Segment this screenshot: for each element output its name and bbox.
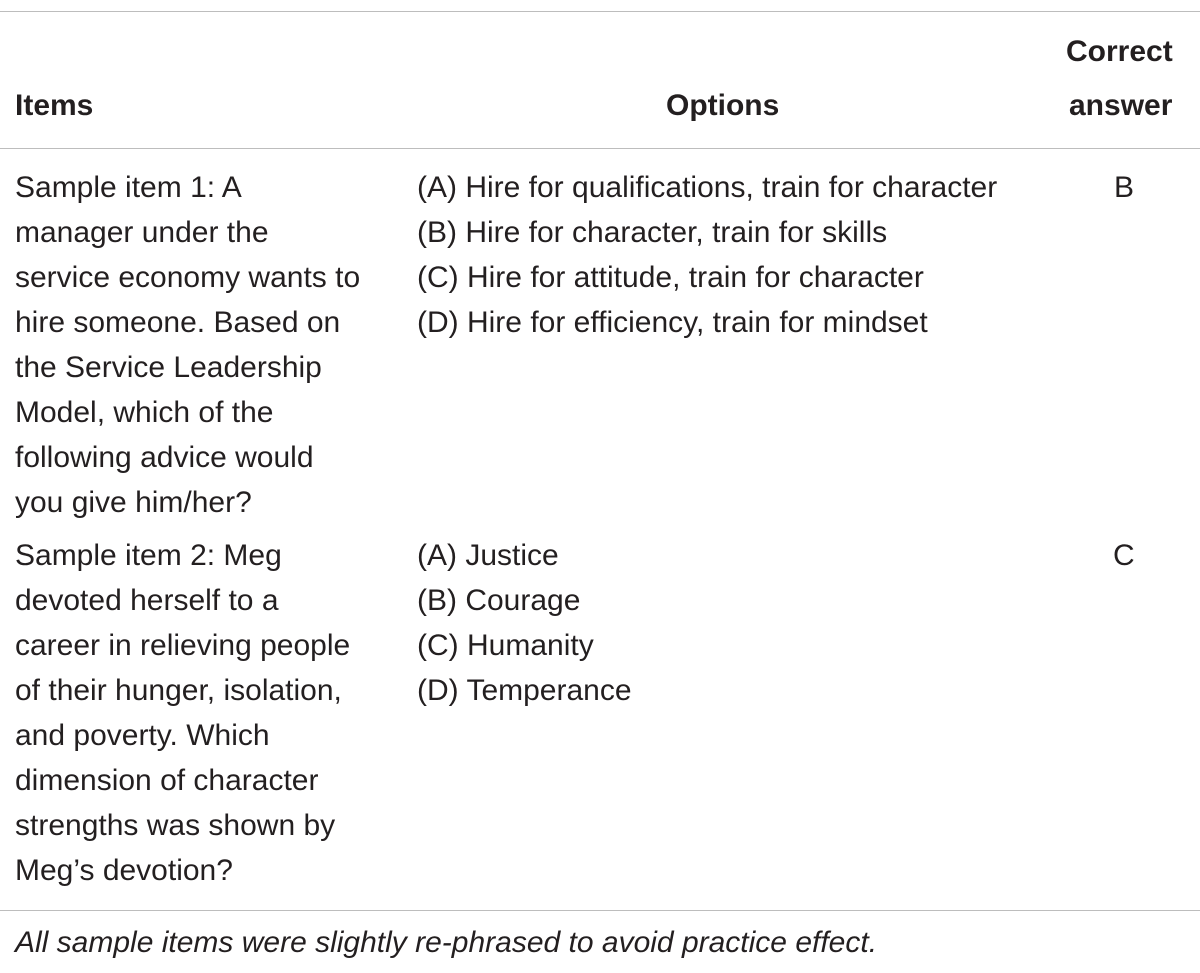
header-options: Options <box>666 89 780 122</box>
header-rule <box>0 148 1200 149</box>
option-c: (C) Humanity <box>417 629 594 662</box>
item-line: career in relieving people <box>15 629 351 662</box>
table-footnote: All sample items were slightly re-phrased to avoid practice effect. <box>15 926 878 959</box>
item-line: devoted herself to a <box>15 584 279 617</box>
item-line: Model, which of the <box>15 396 274 429</box>
header-correct-answer-line1: Correct <box>1066 35 1173 68</box>
row-1-answer: B <box>1114 171 1135 204</box>
option-b: (B) Hire for character, train for skills <box>417 216 888 249</box>
item-line: hire someone. Based on <box>15 306 341 339</box>
option-c: (C) Hire for attitude, train for character <box>417 261 924 294</box>
item-line: Sample item 1: A <box>15 171 242 204</box>
item-line: Sample item 2: Meg <box>15 539 282 572</box>
row-2-answer: C <box>1113 539 1135 572</box>
item-line: dimension of character <box>15 764 319 797</box>
item-line: service economy wants to <box>15 261 361 294</box>
option-d: (D) Temperance <box>417 674 632 707</box>
item-line: manager under the <box>15 216 269 249</box>
header-correct-answer-line2: answer <box>1069 89 1173 122</box>
item-line: Meg’s devotion? <box>15 854 233 887</box>
header-items: Items <box>15 89 94 122</box>
item-line: of their hunger, isolation, <box>15 674 342 707</box>
item-line: following advice would <box>15 441 314 474</box>
item-line: the Service Leadership <box>15 351 322 384</box>
item-line: and poverty. Which <box>15 719 270 752</box>
top-rule <box>0 11 1200 12</box>
row-2-item <box>15 533 350 893</box>
option-b: (B) Courage <box>417 584 581 617</box>
item-line: strengths was shown by <box>15 809 336 842</box>
row-1-item <box>15 165 360 525</box>
option-a: (A) Justice <box>417 539 559 572</box>
option-a: (A) Hire for qualifications, train for character <box>417 171 998 204</box>
row-2-options <box>417 533 632 713</box>
row-1-options <box>417 165 997 345</box>
bottom-rule <box>0 910 1200 911</box>
option-d: (D) Hire for efficiency, train for mindset <box>417 306 928 339</box>
item-line: you give him/her? <box>15 486 252 519</box>
